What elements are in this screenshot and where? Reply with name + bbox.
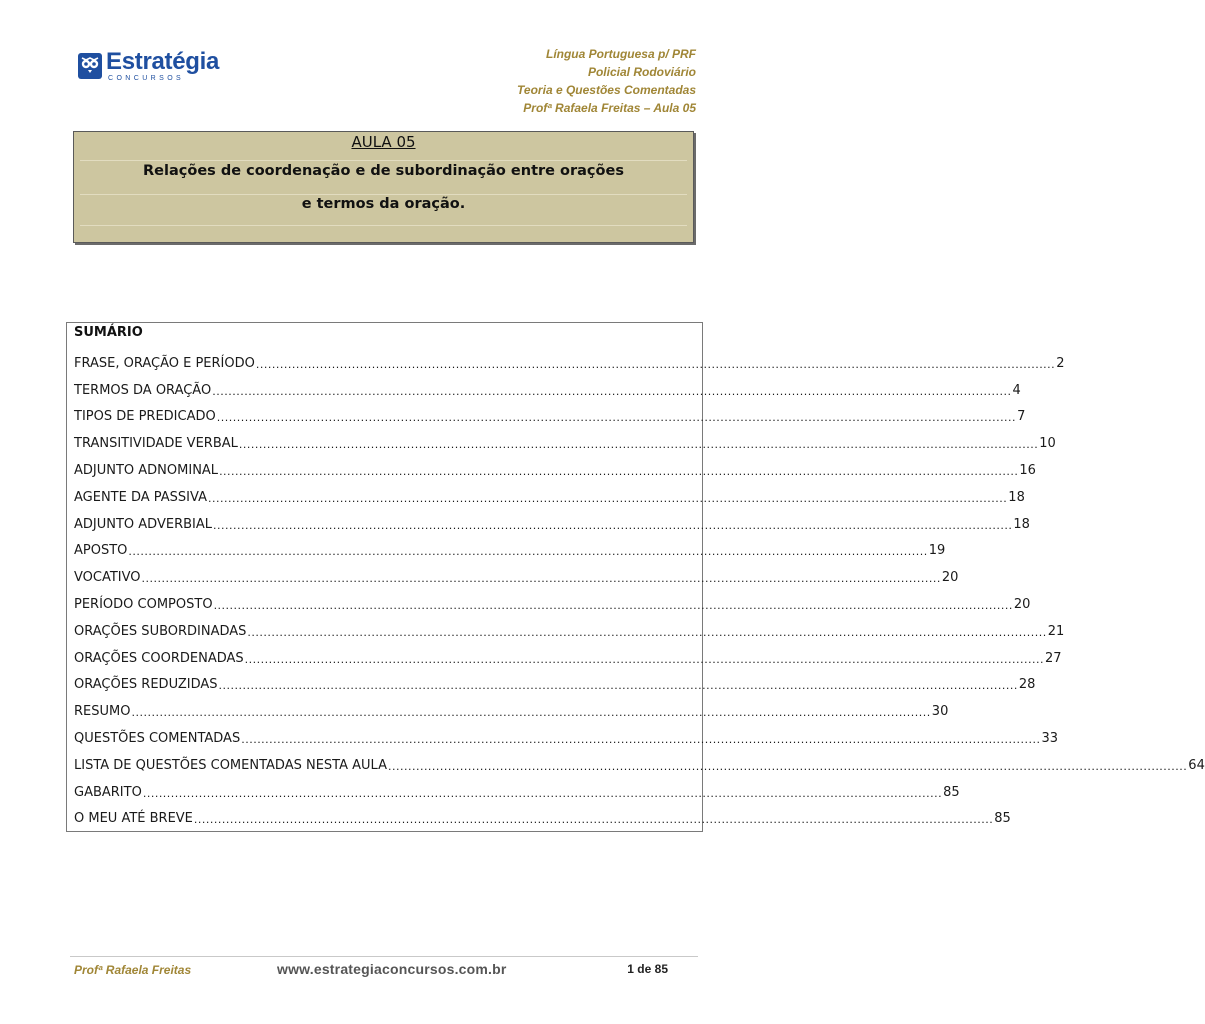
header-course-info: [517, 45, 696, 117]
toc-dot-leader: ........................................................................................................................................................................................................: [244, 652, 1044, 666]
header-line-type: Teoria e Questões Comentadas: [517, 83, 696, 97]
toc-entry-label: ORAÇÕES REDUZIDAS: [74, 677, 218, 693]
toc-entry-label: ADJUNTO ADNOMINAL: [74, 463, 219, 479]
toc-dot-leader: ........................................................................................................................................................................................................: [128, 545, 928, 559]
title-box-rule: [80, 160, 687, 161]
toc-dot-leader: ........................................................................................................................................................................................................: [142, 786, 943, 800]
toc-dot-leader: ........................................................................................................................................................................................................: [216, 411, 1017, 425]
lesson-title-line-1: Relações de coordenação e de subordinação entre orações: [143, 163, 624, 179]
toc-entry-label: AGENTE DA PASSIVA: [74, 489, 207, 505]
toc-entry[interactable]: [74, 752, 1205, 779]
toc-entry-page: 4: [1012, 382, 1021, 398]
footer-divider: [70, 956, 698, 957]
logo-subtitle: CONCURSOS: [108, 75, 185, 82]
toc-entry-page: 16: [1019, 463, 1036, 479]
lesson-number: AULA 05: [351, 133, 416, 151]
toc-entry-label: TRANSITIVIDADE VERBAL: [74, 436, 238, 452]
toc-entry[interactable]: [74, 538, 946, 565]
toc-entry-label: TIPOS DE PREDICADO: [74, 409, 216, 425]
toc-entry[interactable]: [74, 511, 1030, 538]
toc-entry-label: QUESTÕES COMENTADAS: [74, 731, 241, 747]
toc-entry-page: 85: [994, 811, 1011, 827]
toc-entry-label: APOSTO: [74, 543, 128, 559]
toc-entry-page: 64: [1188, 757, 1205, 773]
toc-dot-leader: ........................................................................................................................................................................................................: [213, 599, 1013, 613]
lesson-title-line-2: e termos da oração.: [301, 196, 466, 212]
lesson-title-box: [73, 131, 694, 243]
toc-entry-page: 18: [1008, 489, 1025, 505]
title-box-rule: [80, 225, 687, 226]
toc-dot-leader: ........................................................................................................................................................................................................: [247, 625, 1047, 639]
toc-entry-page: 33: [1041, 731, 1059, 747]
toc-entry[interactable]: [74, 672, 1036, 699]
toc-entry-label: LISTA DE QUESTÕES COMENTADAS NESTA AULA: [74, 757, 387, 773]
toc-entry-page: 20: [941, 570, 959, 586]
toc-dot-leader: ........................................................................................................................................................................................................: [131, 706, 931, 720]
toc-entry-page: 7: [1017, 409, 1026, 425]
toc-entry-label: VOCATIVO: [74, 570, 141, 586]
toc-entry[interactable]: [74, 377, 1021, 404]
toc-entry-page: 28: [1018, 677, 1036, 693]
toc-entry-label: ORAÇÕES COORDENADAS: [74, 650, 244, 666]
header-line-role: Policial Rodoviário: [587, 65, 696, 79]
header-line-course: Língua Portuguesa p/ PRF: [545, 47, 696, 61]
toc-dot-leader: ........................................................................................................................................................................................................: [213, 518, 1013, 532]
toc-dot-leader: ........................................................................................................................................................................................................: [387, 759, 1188, 773]
toc-entry-page: 21: [1047, 623, 1065, 639]
toc-entry[interactable]: [74, 698, 949, 725]
toc-entry-page: 18: [1013, 516, 1030, 532]
footer-website-link[interactable]: www.estrategiaconcursos.com.br: [277, 961, 507, 977]
owl-logo-icon: [78, 53, 102, 79]
toc-entry-page: 30: [931, 704, 949, 720]
toc-entry[interactable]: [74, 618, 1065, 645]
toc-entry[interactable]: [74, 591, 1031, 618]
logo-wordmark: Estratégia: [106, 48, 220, 75]
toc-entry-page: 19: [928, 543, 946, 559]
toc-dot-leader: ........................................................................................................................................................................................................: [255, 357, 1056, 371]
toc-entry-label: GABARITO: [74, 784, 142, 800]
toc-entry[interactable]: [74, 484, 1025, 511]
toc-entry[interactable]: [74, 430, 1056, 457]
toc-entry-label: PERÍODO COMPOSTO: [74, 597, 213, 613]
toc-dot-leader: ........................................................................................................................................................................................................: [241, 733, 1041, 747]
toc-entry-page: 2: [1056, 355, 1065, 371]
toc-entry[interactable]: [74, 564, 959, 591]
toc-entry-label: ADJUNTO ADVERBIAL: [74, 516, 212, 532]
toc-entry-label: O MEU ATÉ BREVE: [74, 811, 193, 827]
toc-entry-label: ORAÇÕES SUBORDINADAS: [74, 623, 247, 639]
toc-dot-leader: ........................................................................................................................................................................................................: [212, 384, 1012, 398]
toc-entry-page: 85: [943, 784, 960, 800]
header-line-teacher: Profª Rafaela Freitas – Aula 05: [523, 101, 696, 115]
title-box-rule: [80, 194, 687, 195]
toc-entry[interactable]: [74, 779, 960, 806]
toc-entry-label: FRASE, ORAÇÃO E PERÍODO: [74, 355, 255, 371]
toc-dot-leader: ........................................................................................................................................................................................................: [193, 813, 994, 827]
table-of-contents: [66, 322, 1205, 832]
toc-entry[interactable]: [74, 725, 1059, 752]
toc-entry-label: RESUMO: [74, 704, 131, 720]
toc-entry[interactable]: [74, 457, 1036, 484]
toc-entry-page: 20: [1013, 597, 1031, 613]
toc-entry[interactable]: [74, 645, 1062, 672]
footer-page-number: 1 de 85: [627, 962, 668, 976]
toc-dot-leader: ........................................................................................................................................................................................................: [218, 679, 1018, 693]
toc-dot-leader: ........................................................................................................................................................................................................: [207, 491, 1008, 505]
toc-entry[interactable]: [74, 404, 1026, 431]
toc-entry-page: 27: [1044, 650, 1062, 666]
toc-dot-leader: ........................................................................................................................................................................................................: [238, 438, 1039, 452]
footer-author: Profª Rafaela Freitas: [74, 963, 192, 977]
toc-entry-page: 10: [1039, 436, 1056, 452]
toc-entry[interactable]: [74, 350, 1065, 377]
toc-heading: SUMÁRIO: [74, 325, 143, 340]
toc-dot-leader: ........................................................................................................................................................................................................: [141, 572, 941, 586]
estrategia-logo: [78, 50, 219, 86]
toc-entry[interactable]: [74, 806, 1011, 833]
toc-entry-label: TERMOS DA ORAÇÃO: [74, 382, 212, 398]
toc-list: [74, 350, 1205, 832]
toc-dot-leader: ........................................................................................................................................................................................................: [219, 465, 1019, 479]
